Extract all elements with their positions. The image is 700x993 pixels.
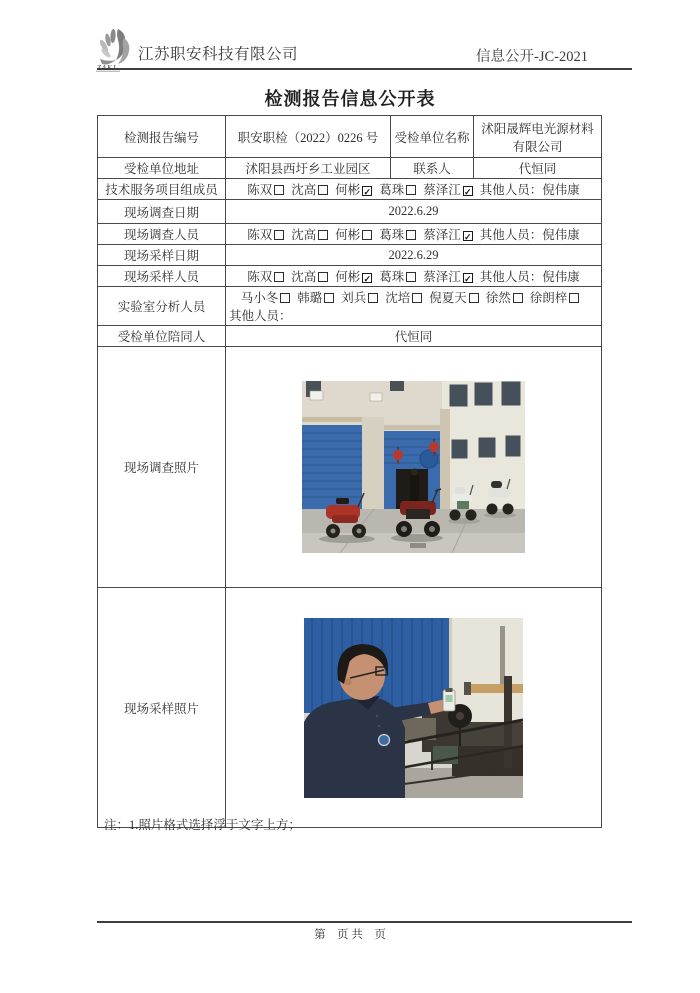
sampling-staff-label: 现场采样人员 [98,266,226,287]
checkbox-unchecked-icon [318,230,328,240]
checkbox-unchecked-icon [406,185,416,195]
footer-rule [97,921,632,923]
others-label: 其他人员： [479,183,543,197]
escort-label: 受检单位陪同人 [98,326,226,347]
checkbox-unchecked-icon [318,272,328,282]
staff-member-name: 何彬 [335,270,361,284]
tech-team-label: 技术服务项目组成员 [98,179,226,200]
staff-member [297,291,334,305]
unit-name-label: 受检单位名称 [391,116,474,158]
staff-member-name: 沈培 [385,291,411,305]
unit-addr-label: 受检单位地址 [98,158,226,179]
doc-code: 信息公开-JC-2021 [476,49,588,65]
survey-photo-image [302,381,525,553]
staff-member [241,291,291,305]
staff-member-name: 倪夏天 [429,291,467,305]
footer-page-number: 第 页 共 页 [314,929,386,941]
checkbox-unchecked-icon [368,293,378,303]
checkbox-unchecked-icon [274,272,284,282]
staff-member-name: 何彬 [335,183,361,197]
others-group [229,306,598,324]
others-group [480,270,580,284]
staff-member [291,183,328,197]
staff-member [379,228,416,242]
staff-member-name: 何彬 [335,228,361,242]
staff-member [247,183,284,197]
staff-member-name: 蔡泽江 [423,270,461,284]
lab-staff-label: 实验室分析人员 [98,287,226,326]
disclosure-table [97,115,601,828]
staff-member-name: 徐朗梓 [529,291,568,305]
others-value: 倪伟康 [542,228,580,242]
contact-value: 代恒同 [474,158,602,179]
staff-member-name: 葛珠 [379,270,405,284]
checkbox-checked-icon: ✓ [463,274,472,284]
staff-member-name: 沈高 [291,183,317,197]
checkbox-unchecked-icon [318,185,328,195]
staff-member-name: 徐然 [485,291,511,305]
checkbox-checked-icon: ✓ [363,274,371,284]
page-title: 检测报告信息公开表 [264,89,436,109]
sampling-date-value: 2022.6.29 [226,245,602,266]
staff-member-name: 韩璐 [297,291,323,305]
checkbox-unchecked-icon [513,293,523,303]
checkbox-checked-icon: ✓ [463,187,472,197]
staff-member-name: 陈双 [247,183,273,197]
survey-staff-label: 现场调查人员 [98,224,226,245]
header-rule [97,68,632,70]
others-label: 其他人员： [229,309,292,323]
contact-label: 联系人 [391,158,474,179]
checkbox-unchecked-icon [274,185,284,195]
staff-member [247,228,284,242]
staff-member [423,228,473,242]
checkbox-unchecked-icon [324,293,334,303]
unit-name-value: 沭阳晟辉电光源材料有限公司 [474,116,602,158]
staff-member [429,291,479,305]
checkbox-unchecked-icon [280,293,290,303]
escort-value: 代恒同 [226,326,602,347]
sampling-date-label: 现场采样日期 [98,245,226,266]
sampling-photo-image [304,618,523,798]
report-no-label: 检测报告编号 [98,116,226,158]
survey-date-value: 2022.6.29 [226,200,602,224]
staff-member [423,270,473,284]
staff-member [379,183,416,197]
staff-member [486,291,523,305]
checkbox-checked-icon: ✓ [463,232,472,242]
checkbox-unchecked-icon [412,293,422,303]
member-list [247,270,480,284]
staff-member [530,291,580,305]
others-group [480,183,580,197]
others-label: 其他人员： [479,270,543,284]
staff-member [341,291,378,305]
company-logo-icon [94,26,136,72]
company-name: 江苏职安科技有限公司 [138,46,299,63]
survey-staff-value [226,224,602,245]
staff-member [423,183,473,197]
others-value: 倪伟康 [542,183,580,197]
staff-member-name: 葛珠 [379,183,405,197]
checkbox-checked-icon: ✓ [363,187,371,197]
report-no-value: 职安职检（2022）0226 号 [226,116,391,158]
staff-member [291,228,328,242]
staff-member [247,270,284,284]
staff-member-name: 刘兵 [341,291,367,305]
checkbox-unchecked-icon [362,230,372,240]
member-list [229,288,598,306]
checkbox-unchecked-icon [406,272,416,282]
footnote: 注：1.照片格式选择浮于文字上方； [104,818,301,832]
checkbox-unchecked-icon [406,230,416,240]
staff-member-name: 葛珠 [379,228,405,242]
checkbox-unchecked-icon [569,293,579,303]
staff-member [335,228,372,242]
member-list [247,228,480,242]
others-value: 倪伟康 [542,270,580,284]
staff-member [379,270,416,284]
staff-member-name: 马小冬 [240,291,279,305]
lab-staff-value [226,287,602,326]
staff-member-name: 沈高 [291,228,317,242]
checkbox-unchecked-icon [274,230,284,240]
member-list [247,183,480,197]
survey-photo-label: 现场调查照片 [98,347,226,588]
staff-member [385,291,422,305]
staff-member [335,183,372,197]
survey-photo-cell [226,347,602,588]
sampling-staff-value [226,266,602,287]
staff-member-name: 陈双 [247,270,273,284]
sampling-photo-cell [226,588,602,828]
checkbox-unchecked-icon [469,293,479,303]
staff-member-name: 蔡泽江 [423,228,461,242]
survey-date-label: 现场调查日期 [98,200,226,224]
others-label: 其他人员： [479,228,543,242]
sampling-photo-label: 现场采样照片 [98,588,226,828]
staff-member-name: 陈双 [247,228,273,242]
staff-member-name: 蔡泽江 [423,183,461,197]
staff-member [291,270,328,284]
tech-team-value [226,179,602,200]
others-group [480,228,580,242]
unit-addr-value: 沭阳县西圩乡工业园区 [226,158,391,179]
staff-member-name: 沈高 [291,270,317,284]
staff-member [335,270,372,284]
